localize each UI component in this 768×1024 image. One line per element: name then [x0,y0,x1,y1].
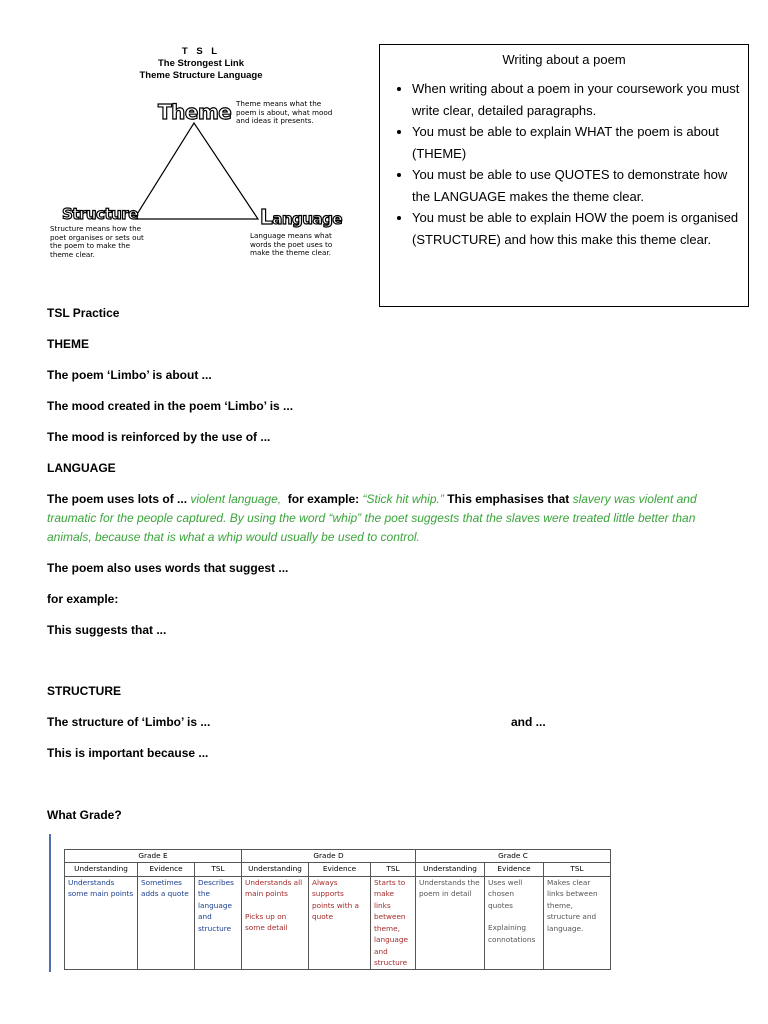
grade-d-header: Grade D [242,850,416,863]
writing-about-poem-box [379,44,749,307]
column-header: TSL [544,862,611,876]
tsl-subtitle: The Strongest Link [157,58,245,69]
table-cell: Describes the language and structure [195,876,242,969]
language-example-paragraph [47,490,737,547]
grade-heading: What Grade? [47,808,122,822]
tsl-heading [112,46,290,82]
table-cell: Understands the poem in detail [416,876,485,969]
theme-word: Theme [158,100,232,124]
list-item: • You must be able to explain HOW the poem is organised (STRUCTURE) and how this make this theme clear. [412,207,740,250]
list-item: • You must be able to explain WHAT the poem is about (THEME) [412,121,740,164]
list-item: • You must be able to use QUOTES to demonstrate how the LANGUAGE makes the theme clear. [412,164,740,207]
table-cell: Starts to make links between theme, language and structure [371,876,416,969]
grade-table-margin-bar [49,834,51,972]
language-line-4: This suggests that ... [47,623,167,637]
column-header: TSL [371,862,416,876]
tsl-title: T S L [181,46,221,57]
lang-answer-1: violent language, [190,492,282,506]
table-cell: Always supports points with a quote [309,876,371,969]
tsl-subtitle-2: Theme Structure Language [139,70,263,81]
lang-answer-3: slavery was violent and traumatic for the people captured. By using the word “whip” the poet suggests that the slaves were treated little better than animals, because that is what a whip would usually be used to control. [47,492,697,544]
writing-box-title: Writing about a poem [502,52,626,67]
language-line-2: The poem also uses words that suggest ... [47,561,289,575]
theme-note: Theme means what the poem is about, what mood and ideas it presents. [236,99,333,126]
column-header: Understanding [65,862,138,876]
language-line-3: for example: [47,592,119,606]
lang-text-1: The poem uses lots of ... [47,492,188,506]
theme-line-2: The mood created in the poem ‘Limbo’ is ... [47,399,294,413]
lang-text-2: for example: [287,492,360,506]
structure-note: Structure means how the poet organises or sets out the poem to make the theme clear. [50,224,144,259]
structure-word: Structure [62,205,138,223]
list-item: • When writing about a poem in your coursework you must write clear, detailed paragraphs. [412,78,740,121]
language-word-initial: L [260,205,273,229]
language-word [260,205,342,229]
lang-answer-2: “Stick hit whip.” [362,492,444,506]
column-header: Evidence [138,862,195,876]
column-header: Evidence [309,862,371,876]
column-header: Understanding [416,862,485,876]
structure-heading: STRUCTURE [47,684,121,698]
structure-line-1: The structure of ‘Limbo’ is ... [47,715,211,729]
grade-e-header: Grade E [65,850,242,863]
language-heading: LANGUAGE [47,461,116,475]
column-header: Understanding [242,862,309,876]
theme-heading: THEME [47,337,89,351]
table-cell: Understands all main points Picks up on some detail [242,876,309,969]
table-cell: Understands some main points [65,876,138,969]
writing-box-list [380,78,748,250]
language-note: Language means what words the poet uses to make the theme clear. [250,231,333,258]
theme-line-1: The poem ‘Limbo’ is about ... [47,368,212,382]
structure-and: and ... [511,715,546,729]
column-header: Evidence [485,862,544,876]
table-cell: Makes clear links between theme, structure and language. [544,876,611,969]
table-cell: Sometimes adds a quote [138,876,195,969]
theme-line-3: The mood is reinforced by the use of ... [47,430,271,444]
grade-c-header: Grade C [416,850,611,863]
language-word-rest: anguage [272,210,342,228]
lang-text-3: This emphasises that [447,492,570,506]
column-header: TSL [195,862,242,876]
table-cell: Uses well chosen quotes Explaining connotations [485,876,544,969]
table-row [65,876,611,969]
structure-line-2: This is important because ... [47,746,209,760]
practice-heading: TSL Practice [47,306,120,320]
grade-table [64,849,611,970]
